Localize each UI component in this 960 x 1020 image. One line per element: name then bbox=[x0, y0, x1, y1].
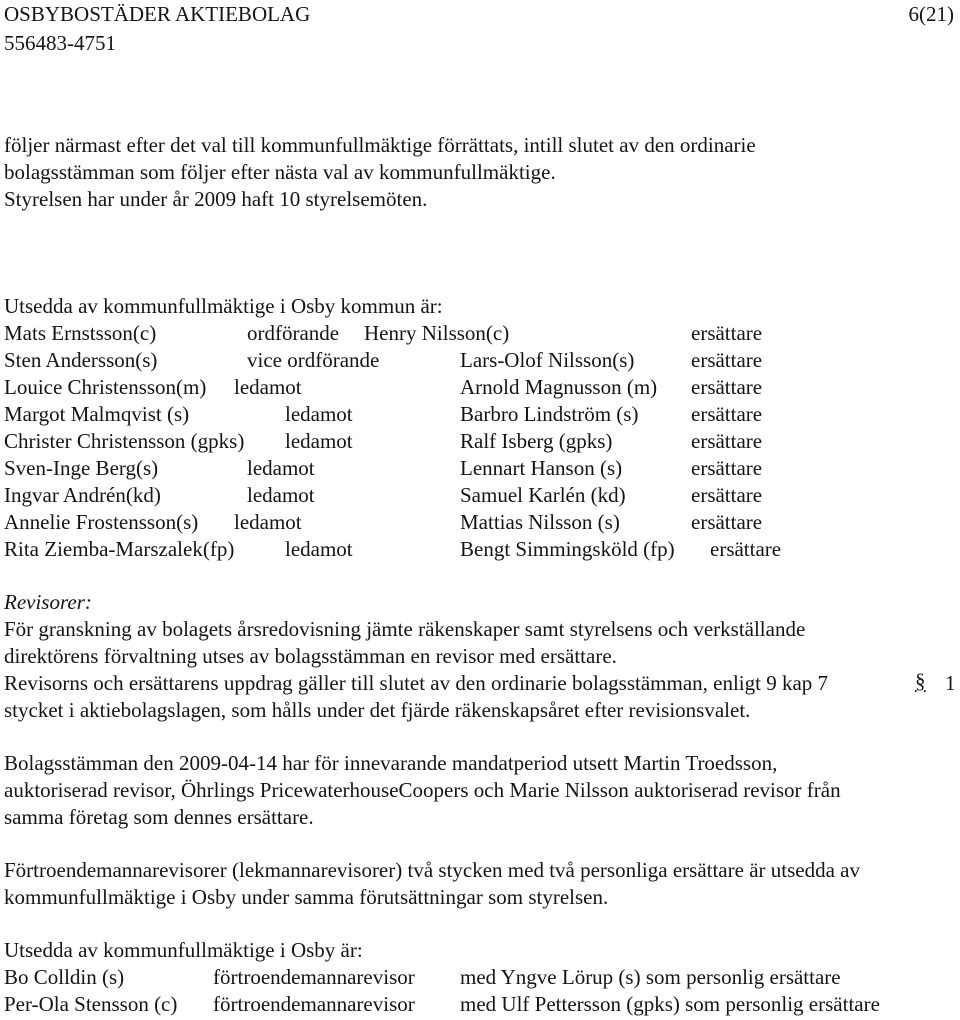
board-deputy-role: ersättare bbox=[691, 483, 763, 507]
board-role: ledamot bbox=[234, 510, 302, 534]
board-deputy: Henry Nilsson(c) bbox=[364, 321, 510, 345]
board-member: Sten Andersson(s) bbox=[4, 348, 158, 372]
board-member: Annelie Frostensson(s) bbox=[4, 510, 199, 534]
board-member: Margot Malmqvist (s) bbox=[4, 402, 190, 426]
board-member: Ingvar Andrén(kd) bbox=[4, 483, 161, 507]
auditors-line: För granskning av bolagets årsredovisning jämte räkenskaper samt styrelsens och verkställande bbox=[4, 617, 806, 641]
board-deputy-role: ersättare bbox=[691, 510, 763, 534]
org-number: 556483-4751 bbox=[4, 31, 116, 55]
board-deputy-role: ersättare bbox=[691, 456, 763, 480]
board-role: ledamot bbox=[285, 537, 353, 561]
intro-line: Styrelsen har under år 2009 haft 10 styrelsemöten. bbox=[4, 187, 428, 211]
page-number: 6(21) bbox=[908, 2, 954, 26]
section-sign: § bbox=[915, 669, 926, 693]
board-deputy: Lars-Olof Nilsson(s) bbox=[460, 348, 635, 372]
board-member: Rita Ziemba-Marszalek(fp) bbox=[4, 537, 235, 561]
board-deputy: Arnold Magnusson (m) bbox=[460, 375, 658, 399]
intro-line: bolagsstämman som följer efter nästa val av kommunfullmäktige. bbox=[4, 160, 556, 184]
board-role: vice ordförande bbox=[247, 348, 380, 372]
board-member: Louice Christensson(m) bbox=[4, 375, 207, 399]
board-role: ordförande bbox=[247, 321, 340, 345]
company-name: OSBYBOSTÄDER AKTIEBOLAG bbox=[4, 2, 311, 26]
auditors-line: direktörens förvaltning utses av bolagsstämman en revisor med ersättare. bbox=[4, 644, 617, 668]
board-heading: Utsedda av kommunfullmäktige i Osby kommun är: bbox=[4, 294, 443, 318]
board-deputy: Lennart Hanson (s) bbox=[460, 456, 623, 480]
board-role: ledamot bbox=[234, 375, 302, 399]
board-deputy-role: ersättare bbox=[710, 537, 782, 561]
board-role: ledamot bbox=[247, 483, 315, 507]
auditors-line: samma företag som dennes ersättare. bbox=[4, 805, 314, 829]
lay-auditor-name: Per-Ola Stensson (c) bbox=[4, 992, 178, 1016]
lay-auditor-deputy: med Yngve Lörup (s) som personlig ersättare bbox=[460, 965, 841, 989]
board-role: ledamot bbox=[285, 429, 353, 453]
board-role: ledamot bbox=[285, 402, 353, 426]
auditors-line: Förtroendemannarevisorer (lekmannarevisorer) två stycken med två personliga ersättare är utsedda av bbox=[4, 858, 860, 882]
lay-auditor-name: Bo Colldin (s) bbox=[4, 965, 125, 989]
board-member: Sven-Inge Berg(s) bbox=[4, 456, 159, 480]
board-deputy: Bengt Simmingsköld (fp) bbox=[460, 537, 675, 561]
board-deputy: Mattias Nilsson (s) bbox=[460, 510, 620, 534]
board-deputy-role: ersättare bbox=[691, 348, 763, 372]
board-deputy-role: ersättare bbox=[691, 375, 763, 399]
lay-auditors-heading: Utsedda av kommunfullmäktige i Osby är: bbox=[4, 938, 363, 962]
board-member: Christer Christensson (gpks) bbox=[4, 429, 245, 453]
board-role: ledamot bbox=[247, 456, 315, 480]
paragraph-number: 1 bbox=[945, 671, 956, 695]
board-deputy: Samuel Karlén (kd) bbox=[460, 483, 626, 507]
board-deputy: Barbro Lindström (s) bbox=[460, 402, 639, 426]
auditors-line: stycket i aktiebolagslagen, som hålls under det fjärde räkenskapsåret efter revisionsvalet. bbox=[4, 698, 751, 722]
board-deputy: Ralf Isberg (gpks) bbox=[460, 429, 613, 453]
auditors-line: kommunfullmäktige i Osby under samma förutsättningar som styrelsen. bbox=[4, 885, 609, 909]
auditors-line bbox=[4, 669, 956, 695]
board-deputy-role: ersättare bbox=[691, 321, 763, 345]
auditors-line: Bolagsstämman den 2009-04-14 har för innevarande mandatperiod utsett Martin Troedsson, bbox=[4, 751, 778, 775]
lay-auditor-role: förtroendemannarevisor bbox=[213, 992, 415, 1016]
lay-auditor-deputy: med Ulf Pettersson (gpks) som personlig ersättare bbox=[460, 992, 880, 1016]
board-deputy-role: ersättare bbox=[691, 429, 763, 453]
auditors-line: auktoriserad revisor, Öhrlings PricewaterhouseCoopers och Marie Nilsson auktoriserad revisor från bbox=[4, 778, 841, 802]
board-deputy-role: ersättare bbox=[691, 402, 763, 426]
auditors-line-text: Revisorns och ersättarens uppdrag gäller till slutet av den ordinarie bolagsstämman, enligt 9 kap 7 bbox=[4, 671, 829, 695]
lay-auditor-role: förtroendemannarevisor bbox=[213, 965, 415, 989]
auditors-heading: Revisorer: bbox=[4, 590, 92, 614]
intro-line: följer närmast efter det val till kommunfullmäktige förrättats, intill slutet av den ordinarie bbox=[4, 133, 756, 157]
board-member: Mats Ernstsson(c) bbox=[4, 321, 157, 345]
